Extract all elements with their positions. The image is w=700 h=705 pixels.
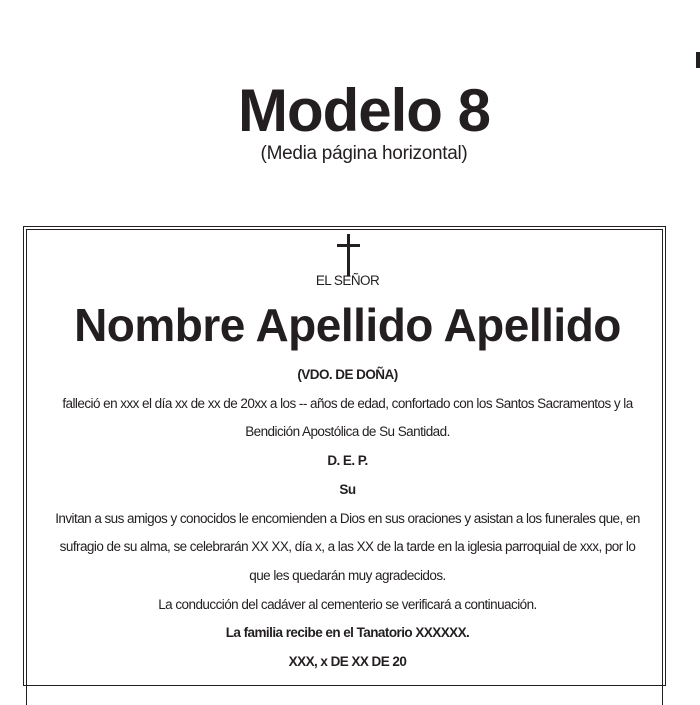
deceased-name: Nombre Apellido Apellido [74,299,621,351]
invite-line-3: que les quedarán muy agradecidos. [249,568,446,583]
invite-line-2: sufragio de su alma, se celebrarán XX XX, día x, a las XX de la tarde en la iglesia parroquial de xxx, por lo [59,539,636,554]
conduction-line: La conducción del cadáver al cementerio se verificará a continuación. [158,597,537,612]
su-line: Su [339,482,356,497]
page-title: Modelo 8 [237,77,490,144]
place-date-line: XXX, x DE XX DE 20 [288,654,407,669]
death-line-1: falleció en xxx el día xx de xx de 20xx a los -- años de edad, confortado con los Santos Sacramentos y la [62,396,633,411]
latin-cross-icon [337,234,361,276]
death-line-2: Bendición Apostólica de Su Santidad. [245,424,450,439]
invite-line-1: Invitan a sus amigos y conocidos le encomienden a Dios en sus oraciones y asistan a los funerales que, en [55,511,640,526]
family-line: La familia recibe en el Tanatorio XXXXXX. [225,625,470,640]
rip-line: D. E. P. [327,453,368,468]
obituary-notice [23,226,666,686]
obituary-inner-frame [26,229,663,705]
edge-mark [696,52,700,68]
title-prefix: EL SEÑOR [315,273,380,288]
page-subtitle: (Media página horizontal) [260,143,468,164]
relation-line: (VDO. DE DOÑA) [297,367,398,382]
